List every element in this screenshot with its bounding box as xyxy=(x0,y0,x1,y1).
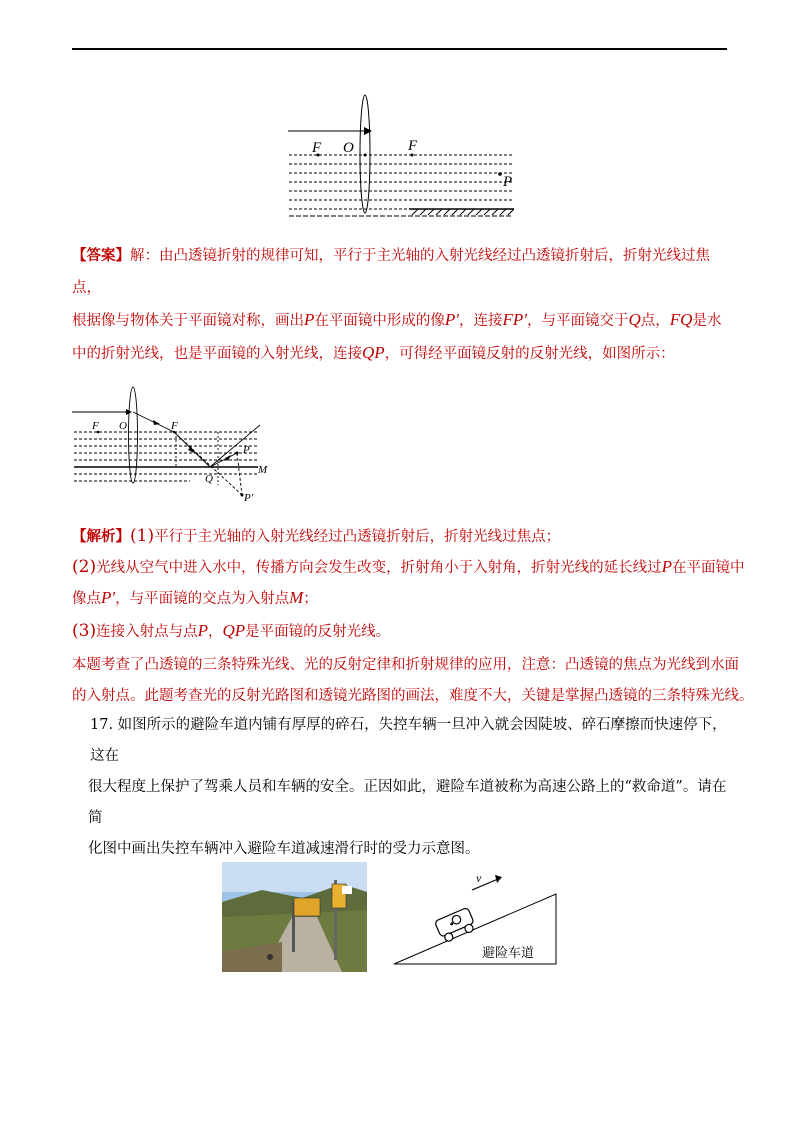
analysis-item3 xyxy=(72,621,390,642)
item2-text-e: ； xyxy=(303,591,318,607)
item3-text-b: ， xyxy=(207,624,223,640)
answer-line2f: 是水 xyxy=(692,313,722,329)
focus-left-label: F xyxy=(92,420,99,432)
analysis-tag: 【解析】 xyxy=(72,528,130,545)
focus-right-label: F xyxy=(408,138,418,154)
symbol-fq: FQ xyxy=(669,310,693,329)
analysis-summary-2 xyxy=(72,686,754,706)
question-line3: 化图中画出失控车辆冲入避险车道减速滑行时的受力示意图。 xyxy=(88,841,480,857)
item2-text-b: 在平面镜中 xyxy=(671,560,745,576)
ramp-label: 避险车道 xyxy=(482,946,535,961)
analysis-item2-cont xyxy=(72,588,318,609)
symbol-p: P xyxy=(304,310,315,329)
item3-text-c: 是平面镜的反射光线。 xyxy=(245,624,391,640)
item2-number: (2) xyxy=(72,557,97,577)
question-line1: 17. 如图所示的避险车道内铺有厚厚的碎石，失控车辆一旦冲入就会因陡坡、碎石摩擦而快速停下，这在 xyxy=(90,717,727,764)
point-q-label: Q xyxy=(205,473,213,485)
convex-lens xyxy=(129,387,138,483)
symbol-p: P xyxy=(197,621,208,640)
question-17 xyxy=(90,710,740,865)
symbol-qp: QP xyxy=(222,621,246,640)
summary-line1: 本题考查了凸透镜的三条特殊光线、光的反射定律和折射规律的应用，注意：凸透镜的焦点为光线到水面 xyxy=(72,657,739,673)
symbol-p-prime: P′ xyxy=(101,588,116,607)
focus-right-label: F xyxy=(171,420,178,432)
answer-tag: 【答案】 xyxy=(72,247,130,264)
answer-line2c: ，连接 xyxy=(459,313,503,329)
lens-water-figure xyxy=(284,92,520,224)
analysis-summary-1 xyxy=(72,655,739,675)
answer-line1: 解：由凸透镜折射的规律可知，平行于主光轴的入射光线经过凸透镜折射后，折射光线过焦点， xyxy=(72,248,710,296)
item2-text-c: 像点 xyxy=(72,591,101,607)
item2-text-a: 光线从空气中进入水中，传播方向会发生改变，折射角小于入射角，折射光线的延长线过 xyxy=(96,560,662,576)
point-p-label: P xyxy=(503,174,513,190)
header-rule xyxy=(72,48,727,50)
ray-arrow xyxy=(364,127,372,135)
focus-left-label: F xyxy=(312,140,322,156)
answer-line2a: 根据像与物体关于平面镜对称，画出 xyxy=(72,313,304,329)
item1-text: 平行于主光轴的入射光线经过凸透镜折射后，折射光线过焦点； xyxy=(154,529,561,545)
point-p-label: P xyxy=(243,444,250,456)
optical-center-label: O xyxy=(119,420,127,432)
escape-lane-photo xyxy=(222,862,367,972)
answer-line3a: 中的折射光线，也是平面镜的入射光线，连接 xyxy=(72,346,362,362)
symbol-fp-prime: FP′ xyxy=(502,310,527,329)
summary-line2: 的入射点。此题考查光的反射光路图和透镜光路图的画法，难度不大，关键是掌握凸透镜的三条特殊光线。 xyxy=(72,688,754,704)
analysis-item2 xyxy=(72,557,744,578)
symbol-m: M xyxy=(289,588,304,607)
item1-number: (1) xyxy=(130,526,155,546)
answer-paragraph xyxy=(72,240,732,370)
velocity-label: v xyxy=(476,871,482,885)
answer-line2e: 点， xyxy=(640,313,670,329)
item2-text-d: ，与平面镜的交点为入射点 xyxy=(115,591,290,607)
question-line2: 很大程度上保护了驾乘人员和车辆的安全。正因如此，避险车道被称为高速公路上的“救命道”。请在简 xyxy=(88,779,727,826)
answer-line3b: ，可得经平面镜反射的反射光线，如图所示： xyxy=(384,346,675,362)
analysis-item1 xyxy=(72,526,560,547)
answer-line2d: ，与平面镜交于 xyxy=(527,313,629,329)
item3-text-a: 连接入射点与点 xyxy=(96,624,198,640)
point-m-label: M xyxy=(258,464,268,476)
solution-ray-diagram xyxy=(70,385,270,510)
symbol-p-prime: P′ xyxy=(444,310,459,329)
point-p-prime-label: P' xyxy=(244,492,254,504)
symbol-qp: QP xyxy=(362,343,385,362)
symbol-p: P xyxy=(661,557,672,576)
optical-center-label: O xyxy=(343,140,354,156)
answer-line2b: 在平面镜中形成的像 xyxy=(314,313,445,329)
item3-number: (3) xyxy=(72,621,97,641)
symbol-q: Q xyxy=(628,310,641,329)
escape-ramp-diagram xyxy=(392,868,562,968)
